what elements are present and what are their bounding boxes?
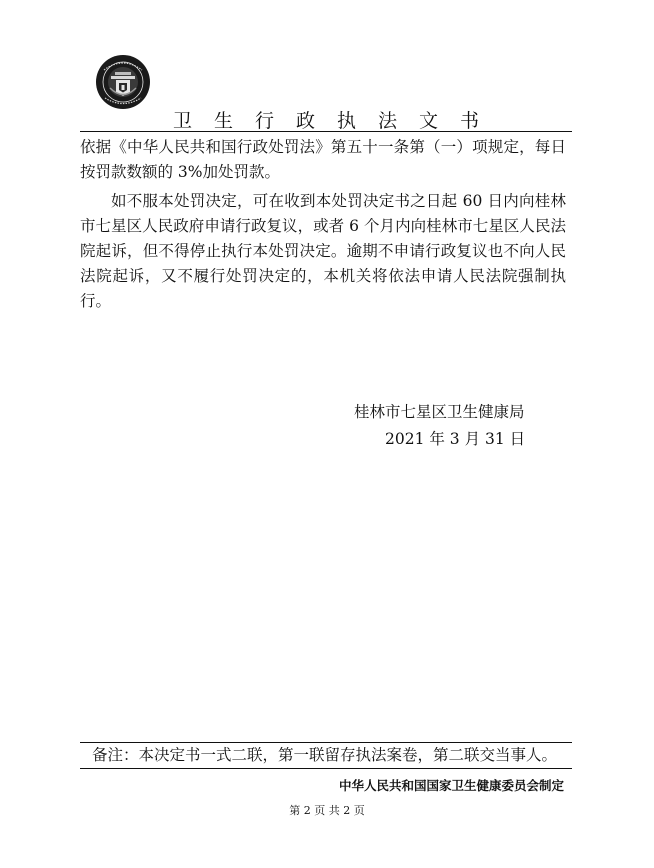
signing-date: 2021 年 3 月 31 日 <box>385 430 526 448</box>
health-inspection-emblem-icon <box>95 54 151 110</box>
body-paragraph-legal-basis: 依据《中华人民共和国行政处罚法》第五十一条第（一）项规定，每日按罚款数额的 3%加处罚款。 <box>80 138 566 181</box>
document-title: 卫生行政执法文书 <box>172 109 501 132</box>
issuing-authority-note: 中华人民共和国国家卫生健康委员会制定 <box>338 778 564 793</box>
remark-note: 备注：本决定书一式二联，第一联留存执法案卷，第二联交当事人。 <box>92 746 558 764</box>
remark-bottom-divider <box>80 768 572 769</box>
document-body <box>80 135 566 314</box>
title-divider <box>80 131 572 132</box>
signing-organization: 桂林市七星区卫生健康局 <box>354 403 525 421</box>
page-number: 第 2 页 共 2 页 <box>289 804 365 817</box>
body-paragraph-appeal-rights: 如不服本处罚决定，可在收到本处罚决定书之日起 60 日内向桂林市七星区人民政府申请行政复议，或者 6 个月内向桂林市七星区人民法院起诉，但不得停止执行本处罚决定。逾期不申请行政复议也不向人民法院起诉，又不履行处罚决定的，本机关将依法申请人民法院强制执行。 <box>80 192 566 310</box>
